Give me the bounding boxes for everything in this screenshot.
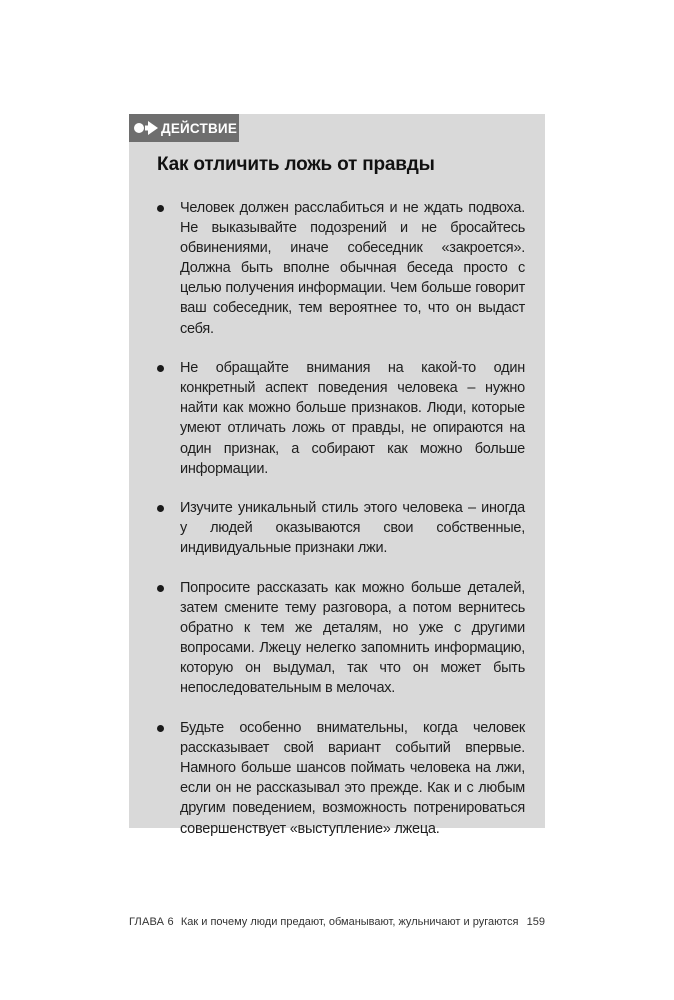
footer-title: Как и почему люди предают, обманывают, жульничают и ругаются (180, 916, 519, 928)
arrow-circle-icon (129, 114, 163, 142)
list-item-text: Попросите рассказать как можно больше деталей, затем смените тему разговора, а потом вернитесь обратно к тем же деталям, но уже с другими вопросами. Лжецу нелегко запомнить информацию, которую он выдумал, так что он может быть непоследовательным в мелочах. (180, 580, 525, 697)
page-number: 159 (526, 916, 545, 928)
list-item (149, 718, 525, 839)
action-box (129, 114, 545, 837)
bullet-dot-icon (157, 725, 164, 732)
bullet-dot-icon (157, 505, 164, 512)
list-item-text: Изучите уникальный стиль этого человека – иногда у людей оказываются свои собственные, индивидуальные признаки лжи. (180, 500, 525, 557)
list-item-text: Не обращайте внимания на какой-то один конкретный аспект поведения человека – нужно найти как можно больше признаков. Люди, которые умеют отличать ложь от правды, не опираются на один признак, а собирают как можно больше информации. (180, 360, 525, 477)
list-item (149, 578, 525, 699)
list-item (149, 498, 525, 558)
list-item-text: Будьте особенно внимательны, когда человек рассказывает свой вариант событий впервые. Намного больше шансов поймать человека на лжи, если он не рассказывал это прежде. Как и с любым другим поведением, возможность потренироваться совершенствует «выступление» лжеца. (180, 720, 525, 837)
box-title: Как отличить ложь от правды (157, 154, 435, 175)
section-tag-label: ДЕЙСТВИЕ (161, 120, 238, 136)
tips-list (149, 198, 525, 858)
bullet-dot-icon (157, 205, 164, 212)
list-item (149, 198, 525, 339)
footer-chapter: ГЛАВА 6 (129, 916, 174, 928)
section-tag (129, 114, 239, 142)
page-footer (129, 916, 545, 928)
bullet-dot-icon (157, 365, 164, 372)
list-item (149, 358, 525, 479)
bullet-dot-icon (157, 585, 164, 592)
list-item-text: Человек должен расслабиться и не ждать подвоха. Не выказывайте подозрений и не бросайтесь обвинениями, иначе собеседник «закроется». Должна быть вполне обычная беседа просто с целью получения информации. Чем больше говорит ваш собеседник, тем вероятнее то, что он выдаст себя. (180, 200, 525, 337)
